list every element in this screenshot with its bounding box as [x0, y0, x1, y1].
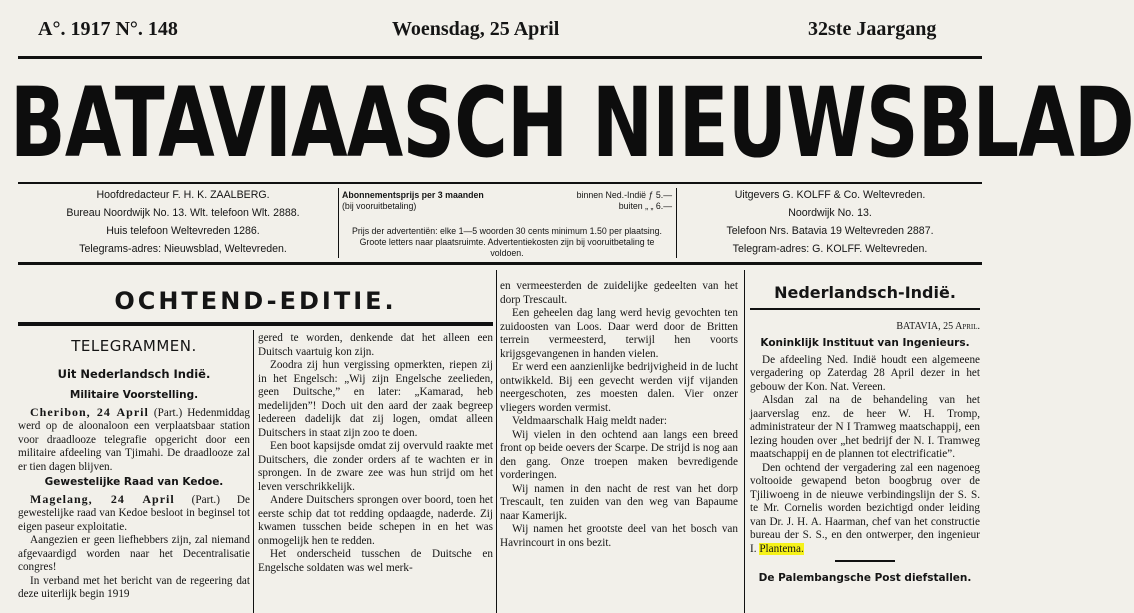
- info-line: Uitgevers G. KOLFF & Co. Weltevreden.: [734, 189, 926, 201]
- subscription-info: [342, 186, 672, 260]
- place-date: BATAVIA, 25 April.: [896, 320, 980, 332]
- article-paragraph: Magelang, 24 April (Part.) De gewestelijke raad van Kedoe besloot in beginsel tot eigen paseur exploitatie.: [18, 491, 250, 533]
- article-paragraph: Den ochtend der vergadering zal een nagenoeg voltooide gewapend beton boogbrug over de Tjiliwoeng in de nieuwe verbindingslijn der S. S. te Mr. Cornelis worden bezichtigd onder leiding van Dr. J. H. A. Haarman, chef van het constructie bureau der S. S., en den ontwerper, den ingenieur I. Plantema.: [750, 461, 980, 555]
- column-war-report: [258, 332, 493, 575]
- info-strip: [0, 186, 1000, 260]
- info-rule: [18, 262, 982, 265]
- column-telegrams: [18, 336, 250, 602]
- dateline: [0, 14, 1000, 54]
- info-line: Hoofdredacteur F. H. K. ZAALBERG.: [96, 189, 270, 201]
- article-paragraph: Veldmaarschalk Haig meldt nader:: [512, 415, 668, 427]
- masthead-rule: [18, 182, 982, 184]
- info-line: Noordwijk No. 13.: [788, 207, 872, 219]
- publisher-info: [680, 186, 980, 260]
- article-heading: Gewestelijke Raad van Kedoe.: [44, 476, 224, 488]
- issue-date: Woensdag, 25 April: [392, 18, 560, 40]
- article-paragraph: In verband met het bericht van de regeering dat deze uiterlijk begin 1919: [18, 574, 250, 600]
- info-line: Telegram-adres: G. KOLFF. Weltevreden.: [732, 243, 928, 255]
- advertising-rates: Prijs der advertentiën: elke 1—5 woorden 30 cents minimum 1.50 per plaatsing. Groote letters naar plaatsruimte. Advertentiekosten zijn bij vooruitbetaling te voldoen.: [351, 226, 662, 258]
- masthead-title: BATAVIAASCH NIEUWSBLAD: [10, 67, 1134, 179]
- highlighted-text: Plantema.: [759, 542, 804, 555]
- article-paragraph: Cheribon, 24 April (Part.) Hedenmiddag werd op de aloonaloon een verplaatsbaar station voor draadlooze telegrafie opgericht door een militaire afdeeling van Tjimahi. De draadlooze zal er tien dagen blijven.: [18, 404, 250, 473]
- article-heading: De Palembangsche Post diefstallen.: [758, 572, 972, 584]
- subscription-price: binnen Ned.-Indië ƒ 5.—: [576, 190, 672, 200]
- section-heading: Uit Nederlandsch Indië.: [57, 366, 211, 381]
- article-paragraph: Aangezien er geen liefhebbers zijn, zal niemand afgevaardigd worden naar het Decentralisatie congres!: [18, 534, 250, 573]
- article-paragraph: Wij namen het grootste deel van het bosch van Havrincourt in ons bezit.: [500, 523, 738, 549]
- section-rule: [750, 308, 980, 310]
- edition-title: OCHTEND-EDITIE.: [114, 287, 397, 315]
- top-rule: [18, 56, 982, 59]
- info-line: Telegrams-adres: Nieuwsblad, Weltevreden.: [79, 243, 287, 255]
- info-line: Bureau Noordwijk No. 13. Wlt. telefoon Wlt. 2888.: [66, 207, 300, 219]
- article-paragraph: gered te worden, denkende dat het alleen een Duitsch vaartuig kon zijn.: [258, 332, 493, 358]
- subscription-label: (bij vooruitbetaling): [342, 201, 417, 211]
- subscription-label: Abonnementsprijs per 3 maanden: [342, 190, 484, 200]
- column-divider: [496, 270, 497, 613]
- article-paragraph: Een geheelen dag lang werd hevig gevochten ten zuidoosten van Loos. Daar werd door de Britten terrein vermeesterd, terwijl hen voorts krijgsgevangenen in handen vielen.: [500, 307, 738, 360]
- subscription-price: buiten „ „ 6.—: [618, 201, 672, 211]
- article-paragraph: De afdeeling Ned. Indië houdt een algemeene vergadering op Zaterdag 28 April dezer in het gebouw der Kon. Nat. Vereen.: [750, 353, 980, 393]
- info-divider: [676, 188, 677, 258]
- article-paragraph: Wij namen in den nacht de rest van het dorp Trescault, ten zuiden van den weg van Bapaume naar Kamerijk.: [500, 482, 738, 522]
- article-heading: Militaire Voorstelling.: [69, 389, 199, 401]
- telegrams-heading: TELEGRAMMEN.: [71, 337, 197, 355]
- info-line: Telefoon Nrs. Batavia 19 Weltevreden 2887.: [726, 225, 934, 237]
- article-paragraph: Alsdan zal na de behandeling van het jaarverslag enz. de heer W. H. Tromp, administrateur der N I Tramweg maatschappij, een lezing houden over „het bedrijf der N. I. Tramweg maatschappij en de plannen tot electrificatie”.: [750, 394, 980, 460]
- article-paragraph: Er werd een aanzienlijke bedrijvigheid in de lucht ontwikkeld. Bij een gevecht werden vijf vijanden neergeschoten, zes moesten dalen. Vier onzer vliegers worden vermist.: [500, 361, 738, 414]
- article-paragraph: Wij vielen in den ochtend aan langs een breed front op beide oevers der Scarpe. De strijd is nog aan den gang. Onze troepen maken bevredigende vorderingen.: [500, 428, 738, 481]
- edition-rule: [18, 322, 493, 326]
- article-paragraph: Een boot kapsijsde omdat zij overvuld raakte met Duitschers, die zonder orders af te wachten er in sprongen. In de zware zee was hun strijd om het leven verschrikkelijk.: [258, 440, 493, 493]
- editor-info: [30, 186, 336, 260]
- issue-number: A°. 1917 N°. 148: [38, 18, 178, 40]
- article-paragraph: en vermeesterden de zuidelijke gedeelten van het dorp Trescault.: [500, 280, 738, 306]
- article-paragraph: Het onderscheid tusschen de Duitsche en Engelsche soldaten was wel merk-: [258, 548, 493, 574]
- column-divider: [744, 270, 745, 613]
- article-paragraph: Andere Duitschers sprongen over boord, toen het eerste schip dat tot redding opdaagde, naderde. Zij kwamen tusschen beide schepen in en het was onmogelijk hen te redden.: [258, 494, 493, 547]
- column-indies: [750, 283, 980, 586]
- info-line: Huis telefoon Weltevreden 1286.: [106, 225, 260, 237]
- column-divider: [253, 330, 254, 613]
- info-divider: [338, 188, 339, 258]
- article-heading: Koninklijk Instituut van Ingenieurs.: [760, 337, 970, 349]
- article-paragraph: Zoodra zij hun vergissing opmerkten, riepen zij in het Engelsch: „Wij zijn Engelsche zeelieden, geen Duitsche,” en later: „Kamarad, heb medelijden”! Doch uit den aard der zaak begreep ledereen dadelijk dat zij logen, omdat alleen Duitschers in staat zijn zoo te doen.: [258, 359, 493, 439]
- section-heading: Nederlandsch-Indië.: [774, 283, 956, 302]
- column-front-news: [500, 280, 738, 550]
- volume-year: 32ste Jaargang: [808, 18, 937, 40]
- separator-rule: [835, 560, 895, 562]
